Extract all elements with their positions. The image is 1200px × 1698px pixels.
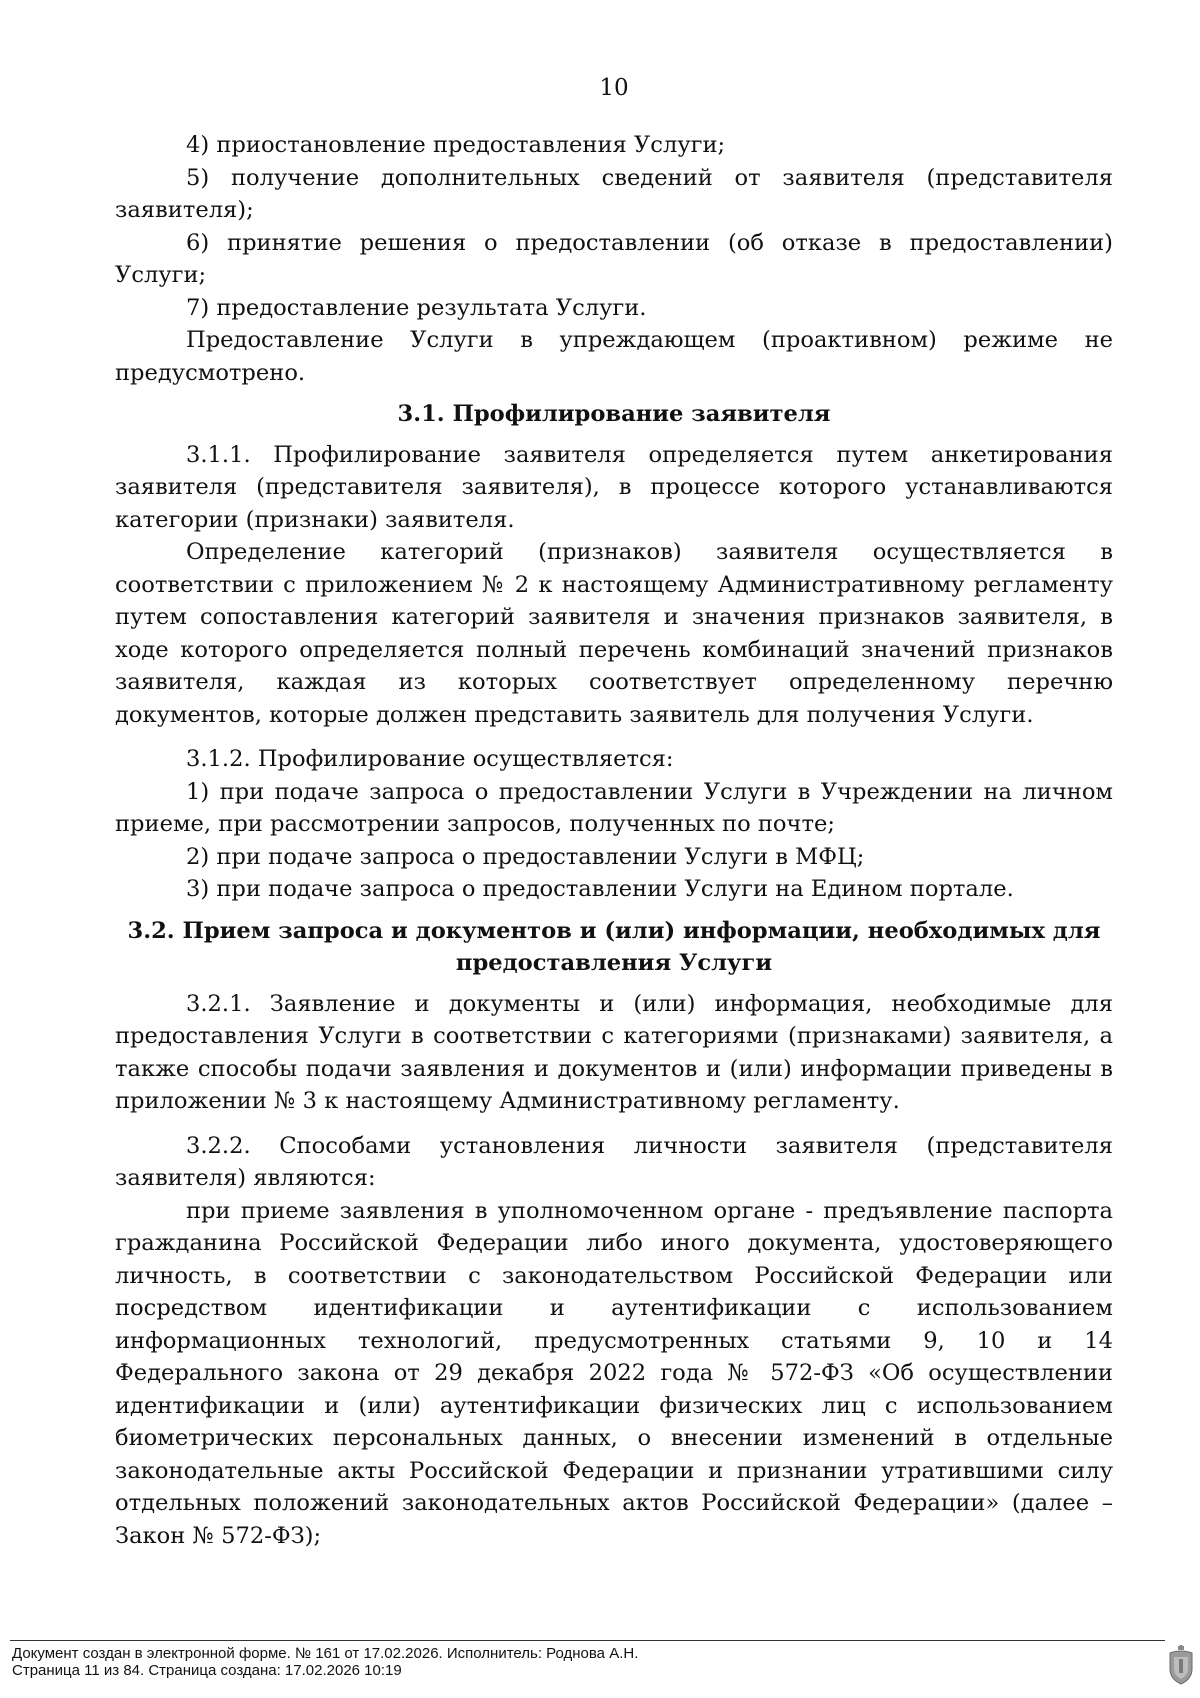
clause-3-2-2: 3.2.2. Способами установления личности заявителя (представителя заявителя) являются: xyxy=(115,1132,1113,1191)
profiling-item-2: 2) при подаче запроса о предоставлении Услуги в МФЦ; xyxy=(186,843,865,870)
document-body xyxy=(115,129,1113,1552)
list-item-6: 6) принятие решения о предоставлении (об отказе в предоставлении) Услуги; xyxy=(115,229,1113,288)
footer-divider xyxy=(10,1640,1165,1641)
profiling-item-3: 3) при подаче запроса о предоставлении Услуги на Едином портале. xyxy=(186,876,1014,902)
page-number: 10 xyxy=(599,75,629,101)
clause-3-1-1: 3.1.1. Профилирование заявителя определяется путем анкетирования заявителя (представителя заявителя), в процессе которого устанавливаются категории (признаки) заявителя. xyxy=(115,441,1113,533)
section-3-1-heading: 3.1. Профилирование заявителя xyxy=(397,401,831,427)
list-item-5: 5) получение дополнительных сведений от заявителя (представителя заявителя); xyxy=(115,164,1113,223)
clause-3-2-1: 3.2.1. Заявление и документы и (или) информация, необходимые для предоставления Услуги в соответствии с категориями (признаками) заявителя, а также способы подачи заявления и документов и (или) информации приведены в приложении № 3 к настоящему Административному регламенту. xyxy=(115,990,1113,1114)
footer-page-info: Страница 11 из 84. Страница создана: 17.02.2026 10:19 xyxy=(12,1662,402,1679)
footer xyxy=(12,1645,638,1679)
list-item-4: 4) приостановление предоставления Услуги; xyxy=(186,132,726,158)
categories-definition-paragraph: Определение категорий (признаков) заявителя осуществляется в соответствии с приложением № 2 к настоящему Административному регламенту путем сопоставления категорий заявителя и значения признаков заявителя, в ходе которого определяется полный перечень комбинаций значений признаков заявителя, каждая из которых соответствует определенному перечню документов, которые должен представить заявитель для получения Услуги. xyxy=(115,539,1113,728)
profiling-item-1: 1) при подаче запроса о предоставлении Услуги в Учреждении на личном приеме, при рассмотрении запросов, полученных по почте; xyxy=(115,778,1113,837)
identification-paragraph: при приеме заявления в уполномоченном органе - предъявление паспорта гражданина Российской Федерации либо иного документа, удостоверяющего личность, в соответствии с законодательством Российской Федерации или посредством идентификации и аутентификации с использованием информационных технологий, предусмотренных статьями 9, 10 и 14 Федерального закона от 29 декабря 2022 года № 572-ФЗ «Об осуществлении идентификации и (или) аутентификации физических лиц с использованием биометрических персональных данных, о внесении изменений в отдельные законодательные акты Российской Федерации и признании утратившими силу отдельных положений законодательных актов Российской Федерации» (далее – Закон № 572-ФЗ); xyxy=(115,1197,1113,1549)
list-item-7: 7) предоставление результата Услуги. xyxy=(186,294,647,321)
section-3-2-heading: 3.2. Прием запроса и документов и (или) информации, необходимых для предоставления Услуги xyxy=(127,917,1101,976)
footer-document-info: Документ создан в электронной форме. № 161 от 17.02.2026. Исполнитель: Роднова А.Н. xyxy=(12,1645,639,1662)
coat-of-arms-icon xyxy=(1167,1645,1195,1685)
proactive-mode-paragraph: Предоставление Услуги в упреждающем (проактивном) режиме не предусмотрено. xyxy=(115,327,1113,386)
clause-3-1-2: 3.1.2. Профилирование осуществляется: xyxy=(186,746,674,772)
